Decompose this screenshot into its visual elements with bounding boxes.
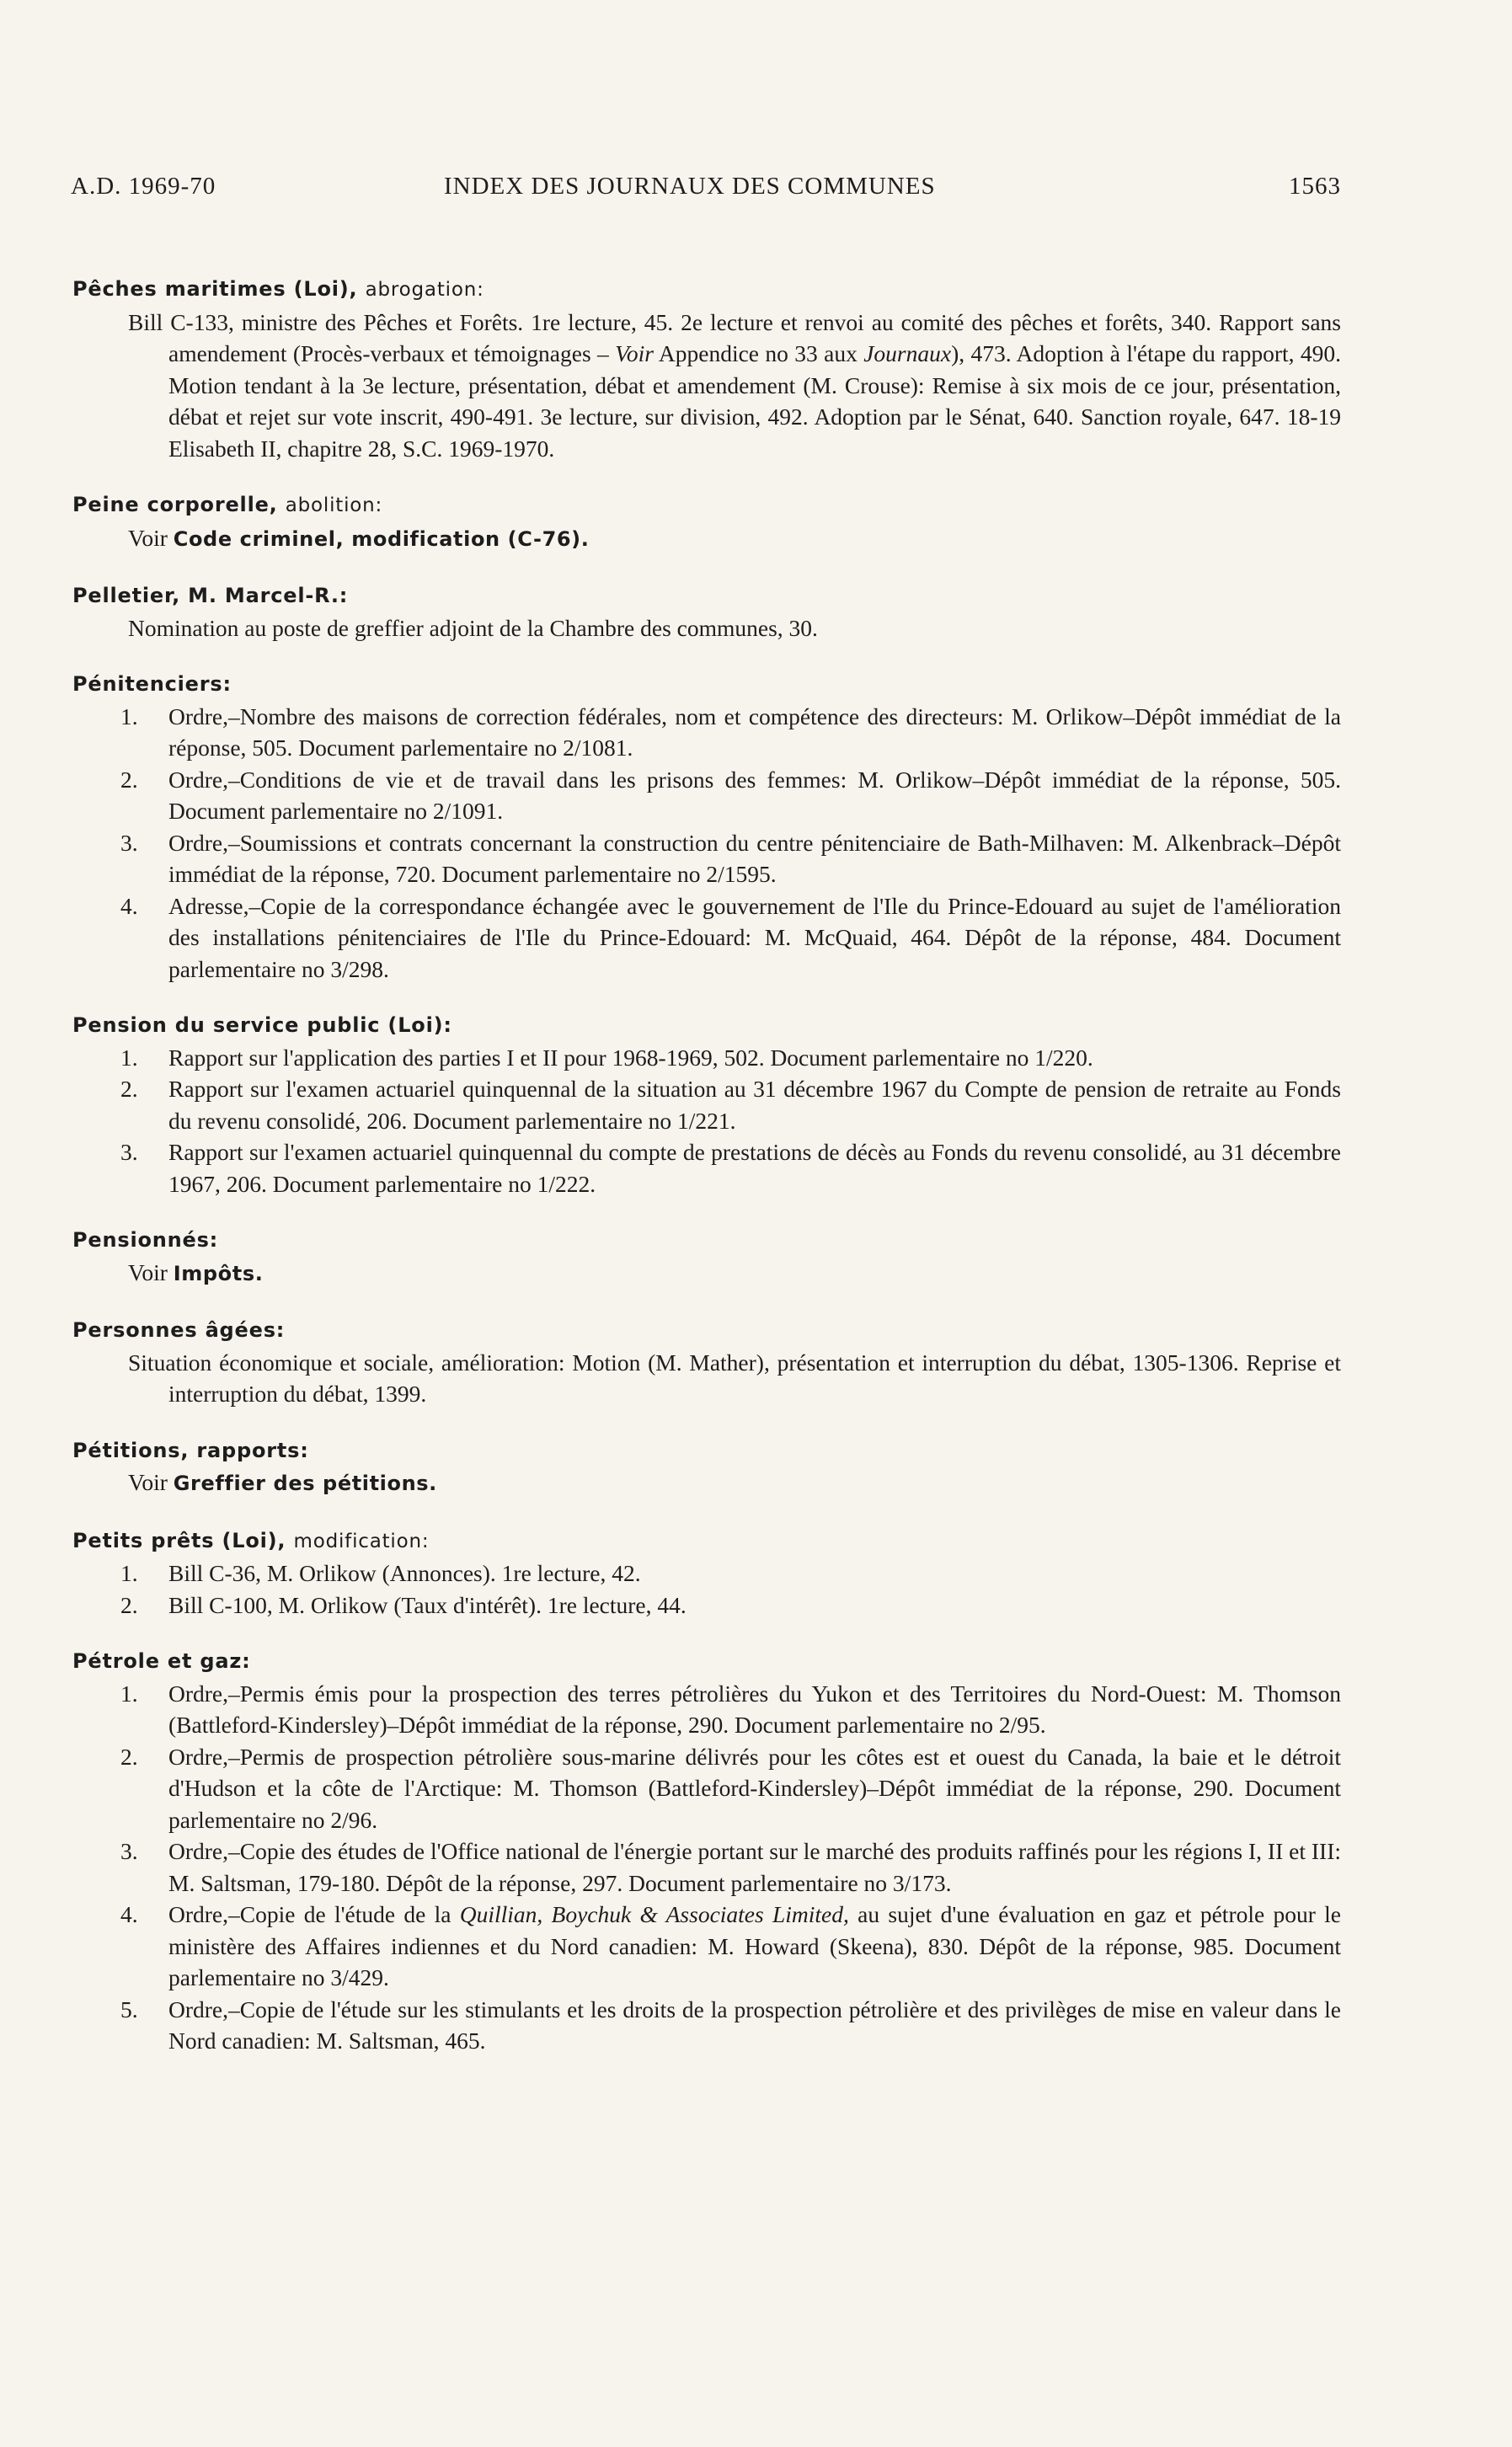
cross-reference: Voir Code criminel, modification (C-76). <box>128 524 590 551</box>
list-item: 2. Rapport sur l'examen actuariel quinquennal de la situation au 31 décembre 1967 du Compte de pension de retraite au Fonds du revenu consolidé, 206. Document parlementaire no 1/221. <box>120 1076 1341 1134</box>
list-item: 1. Ordre,–Permis émis pour la prospection des terres pétrolières du Yukon et des Territoires du Nord-Ouest: M. Thomson (Battleford-Kindersley)–Dépôt immédiat de la réponse, 290. Document parlementaire no 2/95. <box>120 1680 1341 1738</box>
list-item: 2. Bill C-100, M. Orlikow (Taux d'intérêt). 1re lecture, 44. <box>120 1591 687 1618</box>
index-entry <box>72 489 1341 555</box>
index-entry <box>72 580 1341 644</box>
index-entry <box>72 1225 1341 1290</box>
index-entry <box>72 1646 1341 2057</box>
entry-heading: Pelletier, M. Marcel-R.: <box>72 584 349 607</box>
header-title: INDEX DES JOURNAUX DES COMMUNES <box>444 173 936 200</box>
entry-heading: Peine corporelle, abolition: <box>72 493 383 516</box>
index-entry <box>72 1315 1341 1410</box>
list-item: 2. Ordre,–Conditions de vie et de travail dans les prisons des femmes: M. Orlikow–Dépôt immédiat de la réponse, 505. Document parlementaire no 2/1091. <box>120 766 1341 824</box>
entry-heading: Pensionnés: <box>72 1228 219 1252</box>
list-item: 1. Ordre,–Nombre des maisons de correction fédérales, nom et compétence des directeurs: M. Orlikow–Dépôt immédiat de la réponse, 505. Document parlementaire no 2/1081. <box>120 703 1341 761</box>
list-item: 3. Ordre,–Soumissions et contrats concernant la construction du centre pénitenciaire de Bath-Milhaven: M. Alkenbrack–Dépôt immédiat de la réponse, 720. Document parlementaire no 2/1595. <box>120 829 1341 887</box>
list-item: 1. Bill C-36, M. Orlikow (Annonces). 1re lecture, 42. <box>120 1560 641 1586</box>
list-item: 2. Ordre,–Permis de prospection pétrolière sous-marine délivrés pour les côtes est et ouest du Canada, la baie et le détroit d'Hudson et la côte de l'Arctique: M. Thomson (Battleford-Kindersley)–Dépôt immédiat de la réponse, 290. Document parlementaire no 2/96. <box>120 1743 1341 1833</box>
entry-heading: Pétrole et gaz: <box>72 1649 251 1673</box>
list-item: 3. Rapport sur l'examen actuariel quinquennal du compte de prestations de décès au Fonds du revenu consolidé, au 31 décembre 1967, 206. Document parlementaire no 1/222. <box>120 1139 1341 1197</box>
entry-heading: Pénitenciers: <box>72 672 232 696</box>
entry-text: Bill C-133, ministre des Pêches et Forêts. 1re lecture, 45. 2e lecture et renvoi au comité des pêches et forêts, 340. Rapport sans amendement (Procès-verbaux et témoignages – Voir Appendice no 33 aux Journaux), 473. Adoption à l'étape du rapport, 490. Motion tendant à la 3e lecture, présentation, débat et amendement (M. Crouse): Remise à six mois de ce jour, présentation, débat et rejet sur vote inscrit, 490-491. 3e lecture, sur division, 492. Adoption par le Sénat, 640. Sanction royale, 647. 18-19 Elisabeth II, chapitre 28, S.C. 1969-1970. <box>128 308 1341 462</box>
index-entry <box>72 669 1341 985</box>
entry-heading: Petits prêts (Loi), modification: <box>72 1528 430 1552</box>
entry-heading: Pension du service public (Loi): <box>72 1013 452 1037</box>
header-year: A.D. 1969-70 <box>71 173 216 200</box>
list-item: 5. Ordre,–Copie de l'étude sur les stimulants et les droits de la prospection pétrolière et des privilèges de mise en valeur dans le Nord canadien: M. Saltsman, 465. <box>120 1996 1341 2054</box>
entry-heading: Personnes âgées: <box>72 1318 286 1342</box>
list-item: 4. Adresse,–Copie de la correspondance échangée avec le gouvernement de l'Ile du Prince-Edouard au sujet de l'amélioration des installations pénitenciaires de l'Ile du Prince-Edouard: M. McQuaid, 464. Dépôt de la réponse, 484. Document parlementaire no 3/298. <box>120 892 1341 982</box>
list-item: 4. Ordre,–Copie de l'étude de la Quillian, Boychuk & Associates Limited, au sujet d'une évaluation en gaz et pétrole pour le ministère des Affaires indiennes et du Nord canadien: M. Howard (Skeena), 830. Dépôt de la réponse, 985. Document parlementaire no 3/429. <box>120 1901 1341 1990</box>
cross-reference: Voir Impôts. <box>128 1258 264 1285</box>
index-entry <box>72 274 1341 464</box>
cross-reference: Voir Greffier des pétitions. <box>128 1469 437 1495</box>
index-content <box>72 274 1341 2082</box>
running-header <box>71 173 1341 206</box>
entry-heading: Pétitions, rapports: <box>72 1438 309 1462</box>
list-item: 3. Ordre,–Copie des études de l'Office national de l'énergie portant sur le marché des produits raffinés pour les régions I, II et III: M. Saltsman, 179-180. Dépôt de la réponse, 297. Document parlementaire no 3/173. <box>120 1838 1341 1896</box>
entry-text: Nomination au poste de greffier adjoint de la Chambre des communes, 30. <box>128 614 818 641</box>
index-entry <box>72 1525 1341 1622</box>
list-item: 1. Rapport sur l'application des parties I et II pour 1968-1969, 502. Document parlementaire no 1/220. <box>120 1044 1093 1071</box>
header-page-number: 1563 <box>1289 173 1341 200</box>
entry-text: Situation économique et sociale, amélioration: Motion (M. Mather), présentation et interruption du débat, 1305-1306. Reprise et interruption du débat, 1399. <box>128 1349 1341 1407</box>
index-entry <box>72 1435 1341 1500</box>
entry-heading: Pêches maritimes (Loi), abrogation: <box>72 277 484 301</box>
index-entry <box>72 1010 1341 1199</box>
